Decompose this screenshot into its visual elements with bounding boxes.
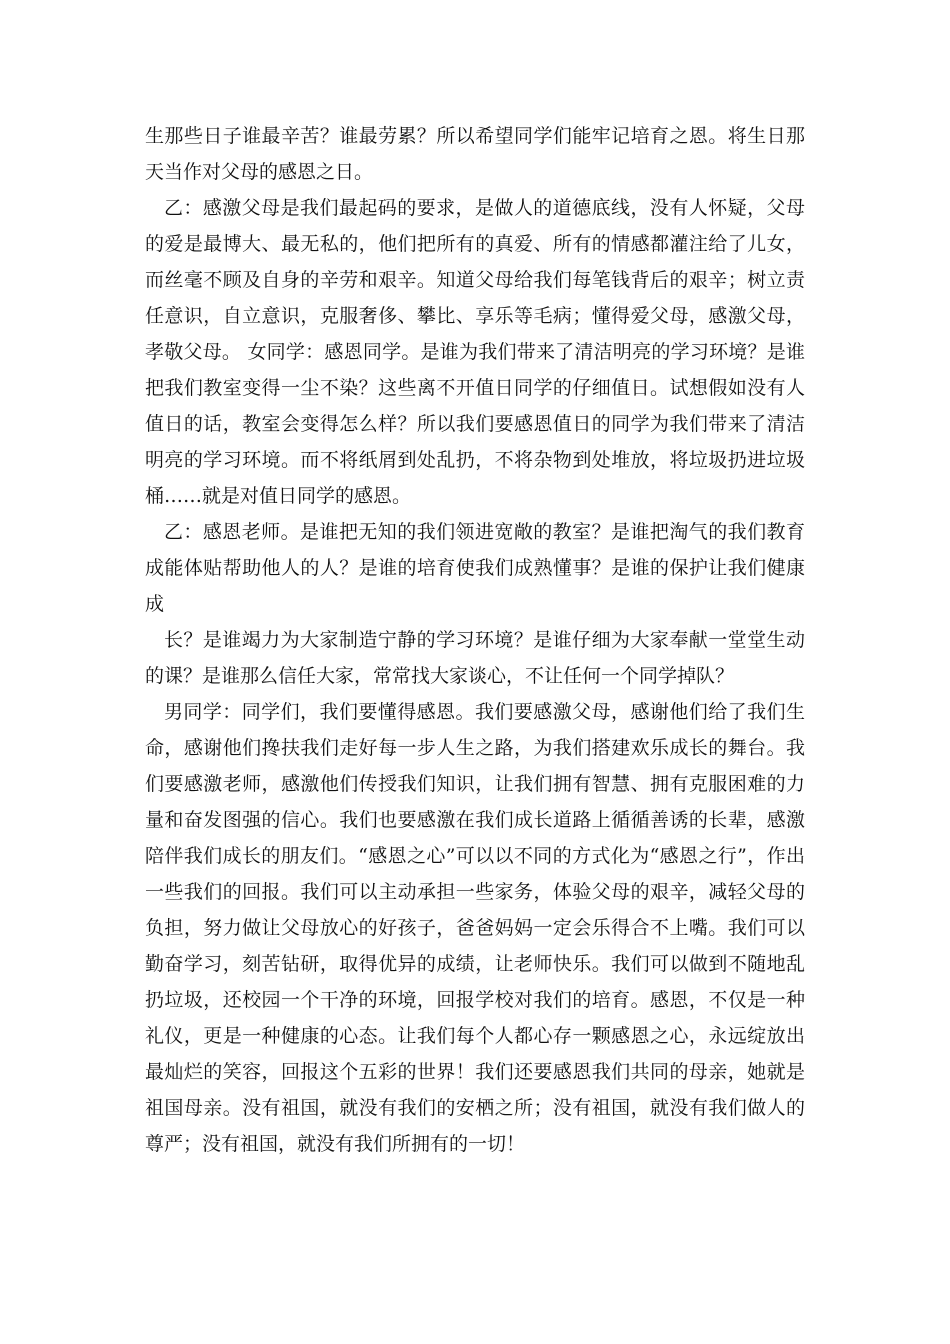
paragraph-3: 乙：感恩老师。是谁把无知的我们领进宽敞的教室？是谁把淘气的我们教育成能体贴帮助他人的人？是谁的培育使我们成熟懂事？是谁的保护让我们健康成: [145, 521, 805, 615]
paragraph-4: 长？是谁竭力为大家制造宁静的学习环境？是谁仔细为大家奉献一堂堂生动的课？是谁那么信任大家，常常找大家谈心，不让任何一个同学掉队？: [145, 629, 805, 687]
paragraph-1: 生那些日子谁最辛苦？谁最劳累？所以希望同学们能牢记培育之恩。将生日那天当作对父母的感恩之日。: [145, 125, 805, 183]
paragraph-5: 男同学：同学们，我们要懂得感恩。我们要感激父母，感谢他们给了我们生命，感谢他们搀扶我们走好每一步人生之路，为我们搭建欢乐成长的舞台。我们要感激老师，感激他们传授我们知识，让我们拥有智慧、拥有克服困难的力量和奋发图强的信心。我们也要感激在我们成长道路上循循善诱的长辈，感激陪伴我们成长的朋友们。“感恩之心”可以以不同的方式化为“感恩之行”，作出一些我们的回报。我们可以主动承担一些家务，体验父母的艰辛，减轻父母的负担，努力做让父母放心的好孩子，爸爸妈妈一定会乐得合不上嘴。我们可以勤奋学习，刻苦钻研，取得优异的成绩，让老师快乐。我们可以做到不随地乱扔垃圾，还校园一个干净的环境，回报学校对我们的培育。感恩，不仅是一种礼仪，更是一种健康的心态。让我们每个人都心存一颗感恩之心，永远绽放出最灿烂的笑容，回报这个五彩的世界！我们还要感恩我们共同的母亲，她就是祖国母亲。没有祖国，就没有我们的安栖之所；没有祖国，就没有我们做人的尊严；没有祖国，就没有我们所拥有的一切！: [145, 701, 805, 1155]
document-body: [145, 118, 805, 1162]
paragraph-2: 乙：感激父母是我们最起码的要求，是做人的道德底线，没有人怀疑，父母的爱是最博大、最无私的，他们把所有的真爱、所有的情感都灌注给了儿女，而丝毫不顾及自身的辛劳和艰辛。知道父母给我们每笔钱背后的艰辛；树立责任意识，自立意识，克服奢侈、攀比、享乐等毛病；懂得爱父母，感激父母，孝敬父母。 女同学：感恩同学。是谁为我们带来了清洁明亮的学习环境？是谁把我们教室变得一尘不染？这些离不开值日同学的仔细值日。试想假如没有人值日的话，教室会变得怎么样？所以我们要感恩值日的同学为我们带来了清洁明亮的学习环境。而不将纸屑到处乱扔，不将杂物到处堆放，将垃圾扔进垃圾桶……就是对值日同学的感恩。: [145, 197, 805, 507]
